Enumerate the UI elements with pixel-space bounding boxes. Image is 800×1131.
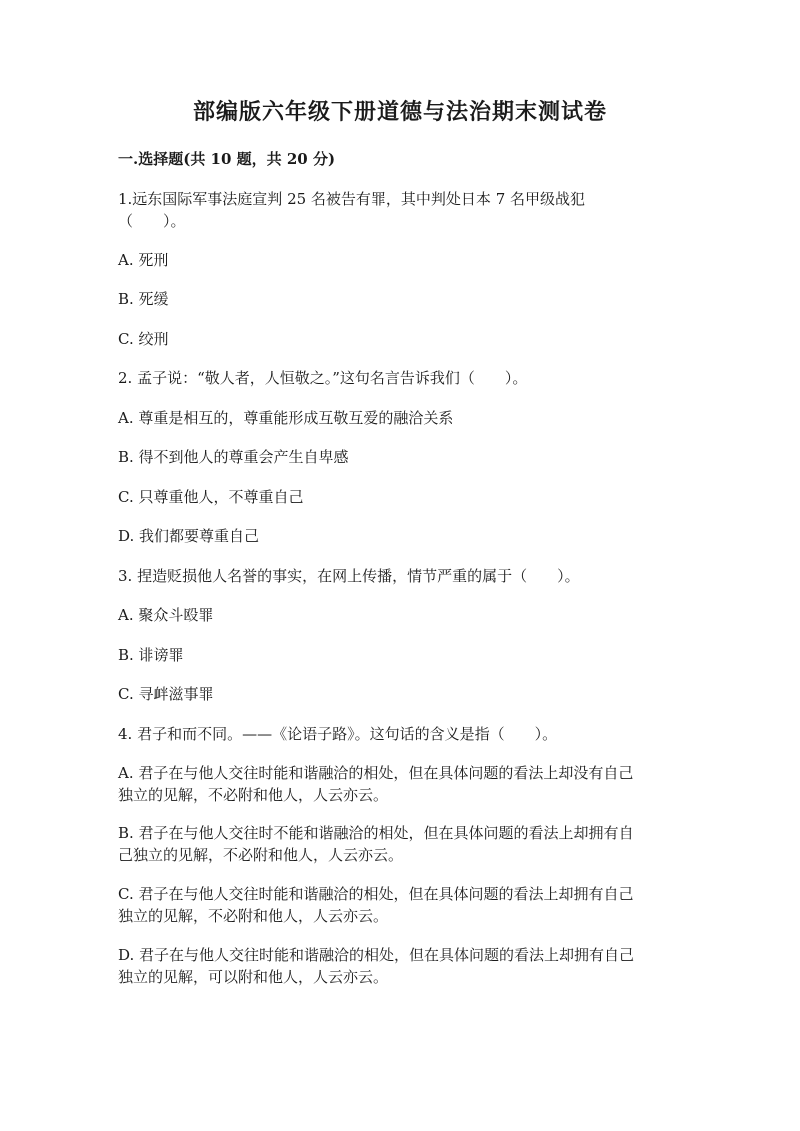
question-4-option-a-line-2: 独立的见解，不必附和他人，人云亦云。 [118,786,389,804]
question-4-option-c-line-1: C. 君子在与他人交往时能和谐融洽的相处，但在具体问题的看法上却拥有自己 [118,885,634,903]
question-2-option-a: A. 尊重是相互的，尊重能形成互敬互爱的融洽关系 [118,409,454,427]
question-4-option-d-line-1: D. 君子在与他人交往时能和谐融洽的相处，但在具体问题的看法上却拥有自己 [118,946,635,964]
question-4-option-b [118,822,678,866]
question-1-option-c: C. 绞刑 [118,330,169,348]
question-4-option-b-line-2: 己独立的见解，不必附和他人，人云亦云。 [118,846,404,864]
question-1-option-b: B. 死缓 [118,290,169,308]
question-4-option-d-line-2: 独立的见解，可以附和他人，人云亦云。 [118,968,389,986]
question-1-stem [118,188,678,232]
page-title: 部编版六年级下册道德与法治期末测试卷 [192,99,607,125]
question-3-stem: 3. 捏造贬损他人名誉的事实，在网上传播，情节严重的属于（ ）。 [118,567,580,585]
question-2-option-d: D. 我们都要尊重自己 [118,527,260,545]
question-3-option-b: B. 诽谤罪 [118,646,184,664]
question-1-option-a: A. 死刑 [118,251,169,269]
question-2-option-c: C. 只尊重他人，不尊重自己 [118,488,304,506]
question-3-option-a: A. 聚众斗殴罪 [118,606,214,624]
question-3-option-c: C. 寻衅滋事罪 [118,685,214,703]
question-2-option-b: B. 得不到他人的尊重会产生自卑感 [118,448,349,466]
question-4-option-b-line-1: B. 君子在与他人交往时不能和谐融洽的相处，但在具体问题的看法上却拥有自 [118,824,634,842]
question-2-stem: 2. 孟子说：“敬人者，人恒敬之。”这句名言告诉我们（ ）。 [118,369,528,387]
section-heading: 一.选择题(共 10 题，共 20 分) [118,150,336,168]
question-1-stem-line-1: 1.远东国际军事法庭宣判 25 名被告有罪，其中判处日本 7 名甲级战犯 [118,190,586,208]
question-4-stem: 4. 君子和而不同。——《论语子路》。这句话的含义是指（ ）。 [118,725,558,743]
question-4-option-a [118,762,678,806]
question-4-option-c-line-2: 独立的见解，不必附和他人，人云亦云。 [118,907,389,925]
question-4-option-a-line-1: A. 君子在与他人交往时能和谐融洽的相处，但在具体问题的看法上却没有自己 [118,764,634,782]
question-4-option-d [118,944,678,988]
question-4-option-c [118,883,678,927]
question-1-stem-line-2: （ ）。 [118,212,186,230]
